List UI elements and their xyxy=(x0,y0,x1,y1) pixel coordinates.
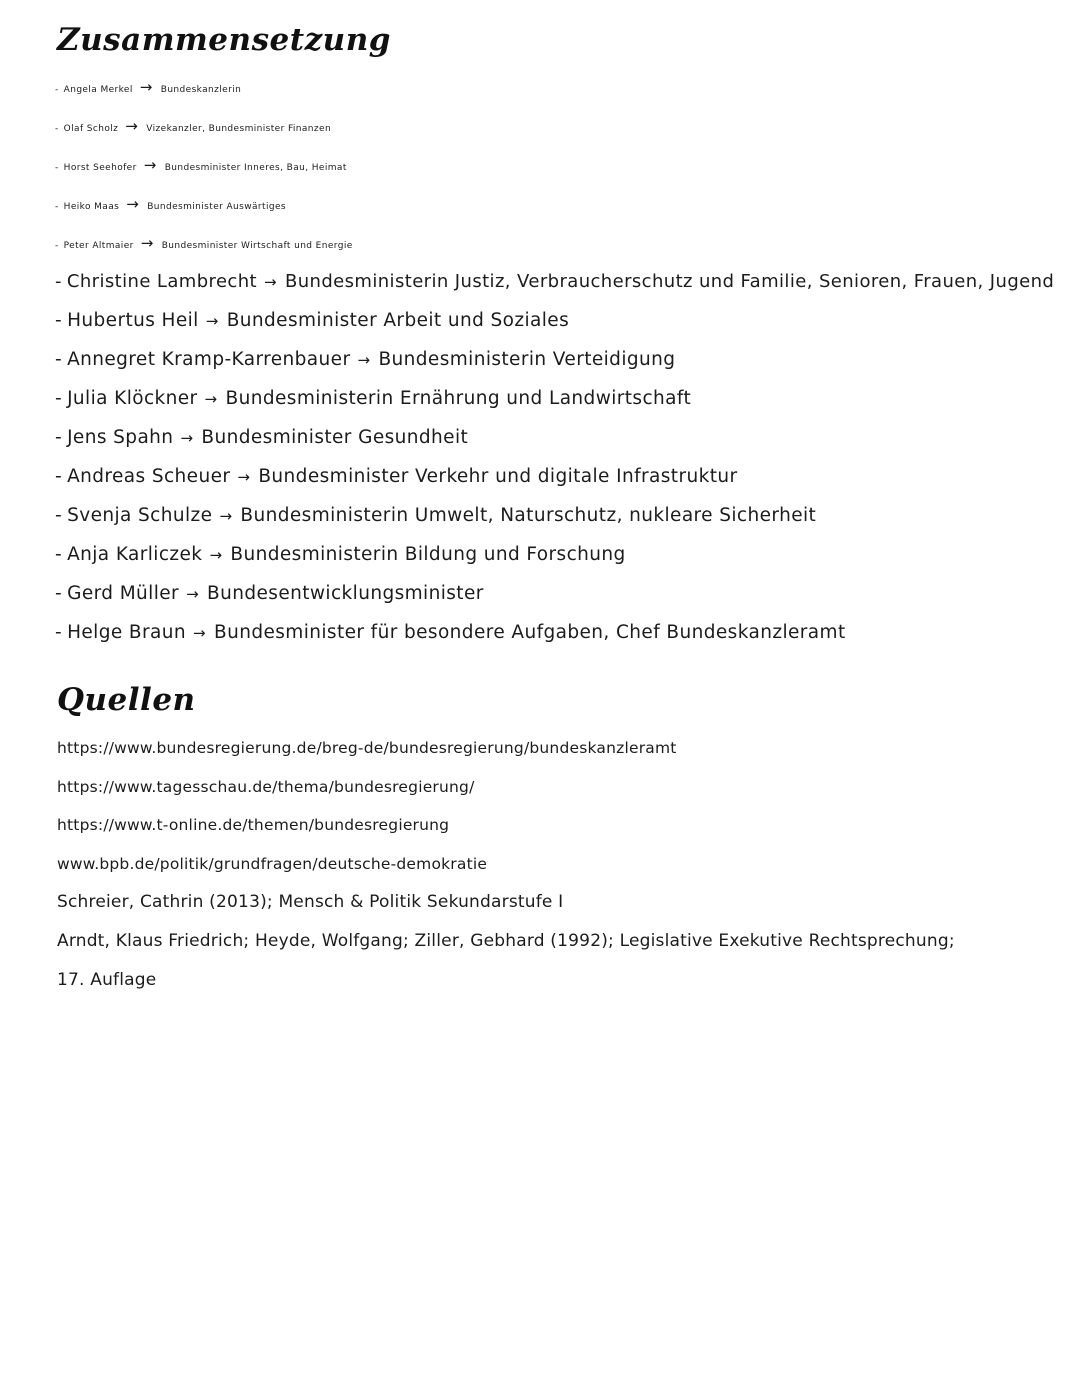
bullet-dash: - xyxy=(55,85,59,95)
arrow-right-icon: → xyxy=(204,390,218,408)
cabinet-member-item xyxy=(55,542,1054,581)
arrow-right-icon: → xyxy=(143,156,157,174)
cabinet-member-item xyxy=(55,113,1054,152)
member-name: Julia Klöckner xyxy=(67,388,198,409)
arrow-right-icon: → xyxy=(125,117,139,135)
arrow-right-icon: → xyxy=(264,273,277,291)
member-name: Andreas Scheuer xyxy=(67,466,231,487)
member-name: Anja Karliczek xyxy=(67,544,203,565)
bullet-dash: - xyxy=(55,583,63,604)
member-role: Bundeskanzlerin xyxy=(160,85,242,95)
cabinet-member-item xyxy=(55,308,1054,347)
member-name: Horst Seehofer xyxy=(63,163,137,173)
member-name: Gerd Müller xyxy=(67,583,180,604)
bullet-dash: - xyxy=(55,427,63,448)
member-name: Olaf Scholz xyxy=(63,124,119,134)
member-name: Helge Braun xyxy=(67,622,187,643)
member-role: Vizekanzler, Bundesminister Finanzen xyxy=(146,124,332,134)
source-citation: 17. Auflage xyxy=(57,969,157,990)
member-role: Bundesministerin Verteidigung xyxy=(378,349,676,370)
cabinet-member-item xyxy=(55,269,1054,308)
arrow-right-icon: → xyxy=(126,195,140,213)
sources-list xyxy=(57,735,955,1005)
cabinet-member-item xyxy=(55,464,1054,503)
cabinet-member-item xyxy=(55,503,1054,542)
cabinet-member-item xyxy=(55,191,1054,230)
member-role: Bundesminister Auswärtiges xyxy=(147,202,286,212)
bullet-dash: - xyxy=(55,241,59,251)
bullet-dash: - xyxy=(55,505,63,526)
member-role: Bundesministerin Umwelt, Naturschutz, nukleare Sicherheit xyxy=(240,505,817,526)
arrow-right-icon: → xyxy=(193,624,206,642)
source-url: https://www.tagesschau.de/thema/bundesregierung/ xyxy=(57,777,475,796)
source-url: https://www.bundesregierung.de/breg-de/bundesregierung/bundeskanzleramt xyxy=(57,739,677,757)
sources-heading: Quellen xyxy=(57,682,196,718)
arrow-right-icon: → xyxy=(205,312,219,330)
member-name: Peter Altmaier xyxy=(63,241,134,251)
source-citation: Arndt, Klaus Friedrich; Heyde, Wolfgang; Ziller, Gebhard (1992); Legislative Exekutive Rechtsprechung; xyxy=(57,930,955,951)
cabinet-member-item xyxy=(55,425,1054,464)
cabinet-member-item xyxy=(55,620,1054,659)
member-role: Bundesminister Gesundheit xyxy=(201,427,469,448)
arrow-right-icon: → xyxy=(219,507,233,525)
member-role: Bundesminister für besondere Aufgaben, Chef Bundeskanzleramt xyxy=(213,622,846,643)
bullet-dash: - xyxy=(55,202,59,212)
composition-heading: Zusammensetzung xyxy=(57,22,391,58)
member-name: Jens Spahn xyxy=(67,427,174,448)
bullet-dash: - xyxy=(55,271,62,292)
source-url: https://www.t-online.de/themen/bundesregierung xyxy=(57,816,450,835)
arrow-right-icon: → xyxy=(209,546,223,564)
member-name: Christine Lambrecht xyxy=(66,271,257,292)
bullet-dash: - xyxy=(55,124,59,134)
arrow-right-icon: → xyxy=(186,585,200,603)
cabinet-member-item xyxy=(55,347,1054,386)
member-name: Angela Merkel xyxy=(63,85,133,95)
bullet-dash: - xyxy=(55,388,63,409)
cabinet-member-item xyxy=(55,386,1054,425)
cabinet-member-item xyxy=(55,74,1054,113)
source-citation: Schreier, Cathrin (2013); Mensch & Politik Sekundarstufe I xyxy=(57,892,564,913)
member-role: Bundesminister Wirtschaft und Energie xyxy=(161,241,353,251)
member-name: Svenja Schulze xyxy=(67,505,213,526)
cabinet-member-list xyxy=(55,74,1054,659)
member-role: Bundesministerin Ernährung und Landwirtschaft xyxy=(225,388,692,409)
member-name: Annegret Kramp-Karrenbauer xyxy=(67,349,351,370)
arrow-right-icon: → xyxy=(237,468,251,486)
arrow-right-icon: → xyxy=(140,234,154,252)
member-role: Bundesminister Verkehr und digitale Infrastruktur xyxy=(258,466,738,487)
member-role: Bundesministerin Bildung und Forschung xyxy=(230,544,626,565)
member-role: Bundesminister Inneres, Bau, Heimat xyxy=(164,163,347,173)
source-url: www.bpb.de/politik/grundfragen/deutsche-demokratie xyxy=(57,854,488,873)
bullet-dash: - xyxy=(55,310,63,331)
bullet-dash: - xyxy=(55,466,63,487)
bullet-dash: - xyxy=(55,544,63,565)
cabinet-member-item xyxy=(55,152,1054,191)
cabinet-member-item xyxy=(55,581,1054,620)
member-name: Heiko Maas xyxy=(63,202,120,212)
arrow-right-icon: → xyxy=(357,351,371,369)
bullet-dash: - xyxy=(55,163,59,173)
member-role: Bundesminister Arbeit und Soziales xyxy=(226,310,570,331)
member-name: Hubertus Heil xyxy=(67,310,199,331)
member-role: Bundesministerin Justiz, Verbraucherschutz und Familie, Senioren, Frauen, Jugend xyxy=(284,271,1055,292)
arrow-right-icon: → xyxy=(139,78,153,96)
arrow-right-icon: → xyxy=(180,429,194,447)
cabinet-member-item xyxy=(55,230,1054,269)
bullet-dash: - xyxy=(55,349,63,370)
member-role: Bundesentwicklungsminister xyxy=(207,583,484,604)
bullet-dash: - xyxy=(55,622,63,643)
